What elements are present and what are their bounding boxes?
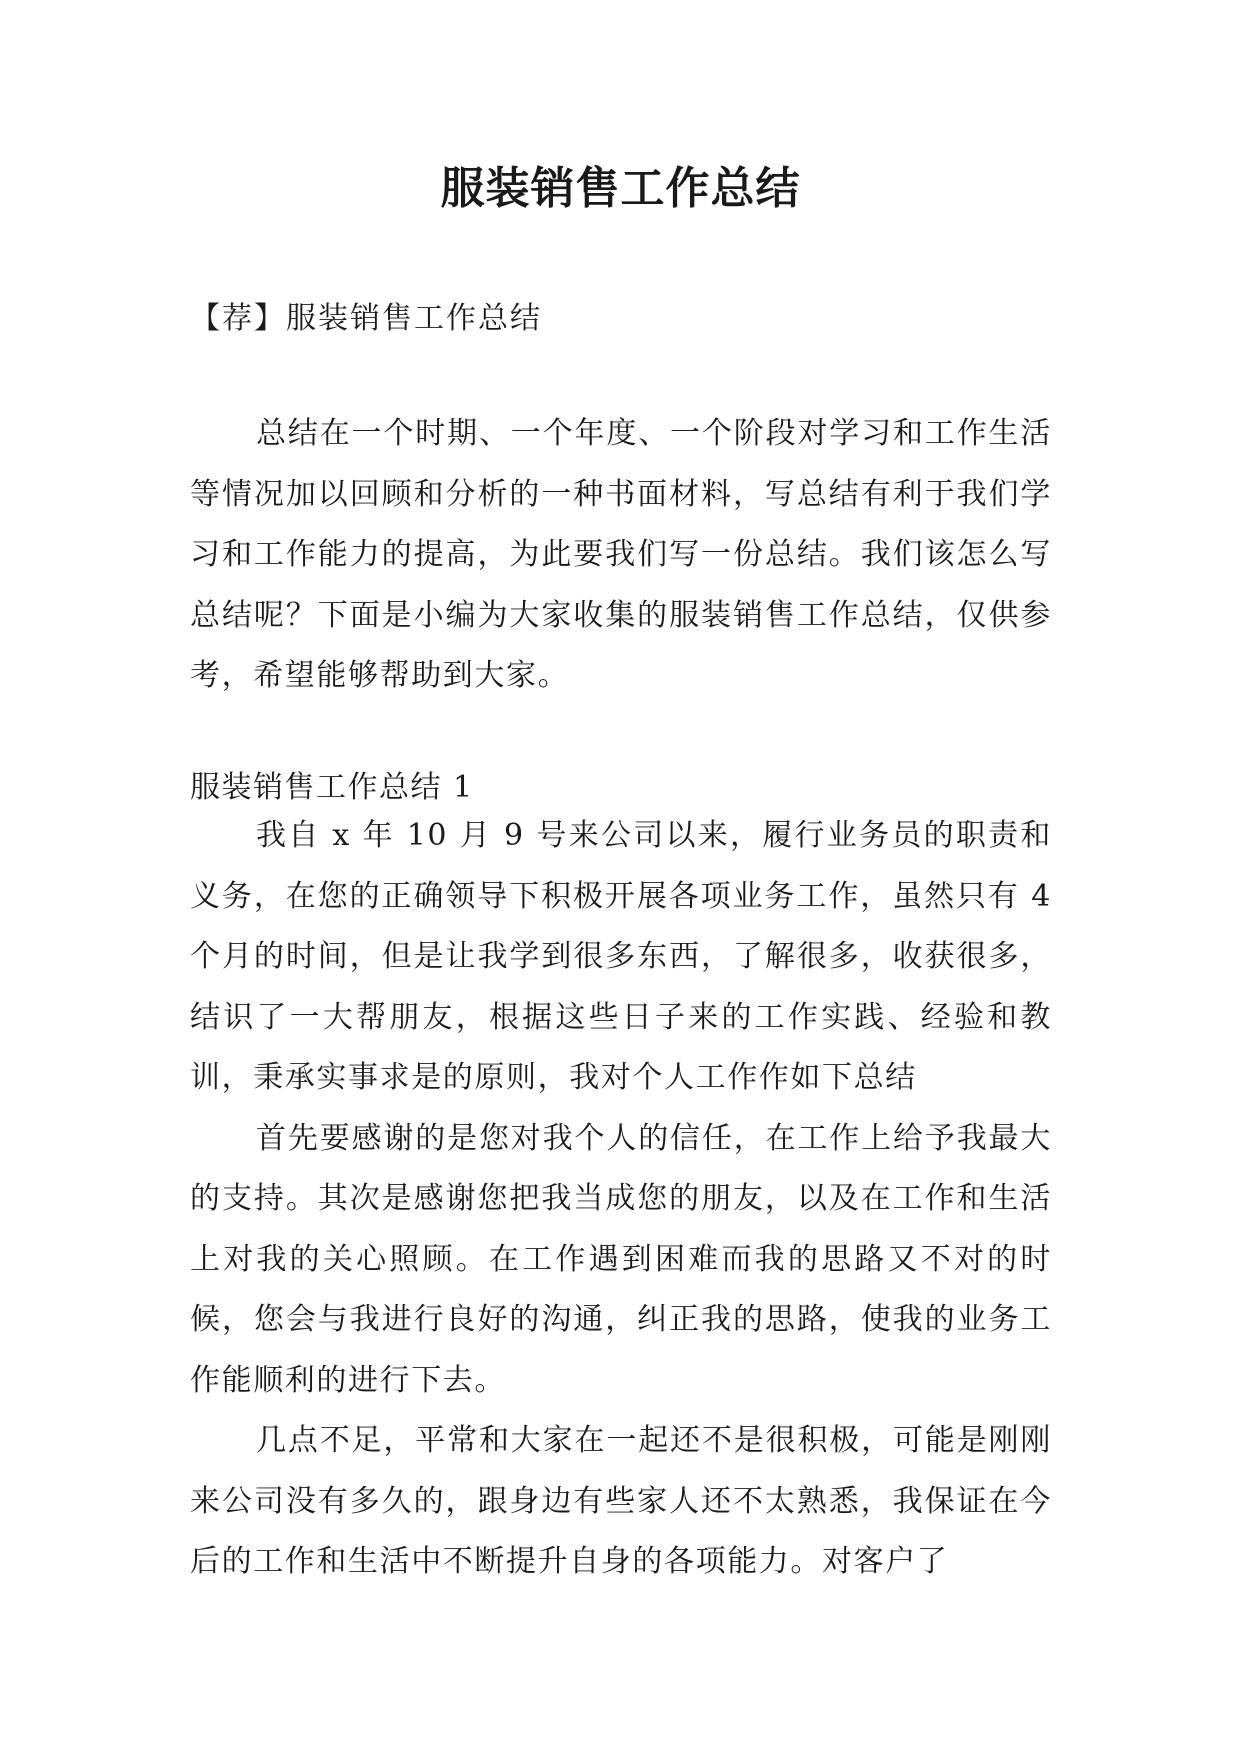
intro-text: 总结在一个时期、一个年度、一个阶段对学习和工作生活等情况加以回顾和分析的一种书面材料，写总结有利于我们学习和工作能力的提高，为此要我们写一份总结。我们该怎么写总结呢？下面是小编为大家收集的服装销售工作总结，仅供参考，希望能够帮助到大家。 <box>190 416 1052 693</box>
section-heading: 服装销售工作总结 1 <box>190 770 474 805</box>
section-body <box>190 806 1052 1593</box>
section-paragraph-1: 我自 x 年 10 月 9 号来公司以来，履行业务员的职责和义务，在您的正确领导下积极开展各项业务工作，虽然只有 4 个月的时间，但是让我学到很多东西，了解很多，收获很多，结识了一大帮朋友，根据这些日子来的工作实践、经验和教训，秉承实事求是的原则，我对个人工作作如下总结 <box>190 818 1052 1095</box>
intro-paragraph <box>190 404 1052 707</box>
section-paragraph-2: 首先要感谢的是您对我个人的信任，在工作上给予我最大的支持。其次是感谢您把我当成您的朋友，以及在工作和生活上对我的关心照顾。在工作遇到困难而我的思路又不对的时候，您会与我进行良好的沟通，纠正我的思路，使我的业务工作能顺利的进行下去。 <box>190 1120 1052 1398</box>
document-title: 服装销售工作总结 <box>440 163 801 214</box>
section-paragraph-3: 几点不足，平常和大家在一起还不是很积极，可能是刚刚来公司没有多久的，跟身边有些家人还不太熟悉，我保证在今后的工作和生活中不断提升自身的各项能力。对客户了 <box>190 1423 1052 1579</box>
document-subtitle: 【荐】服装销售工作总结 <box>190 301 542 336</box>
